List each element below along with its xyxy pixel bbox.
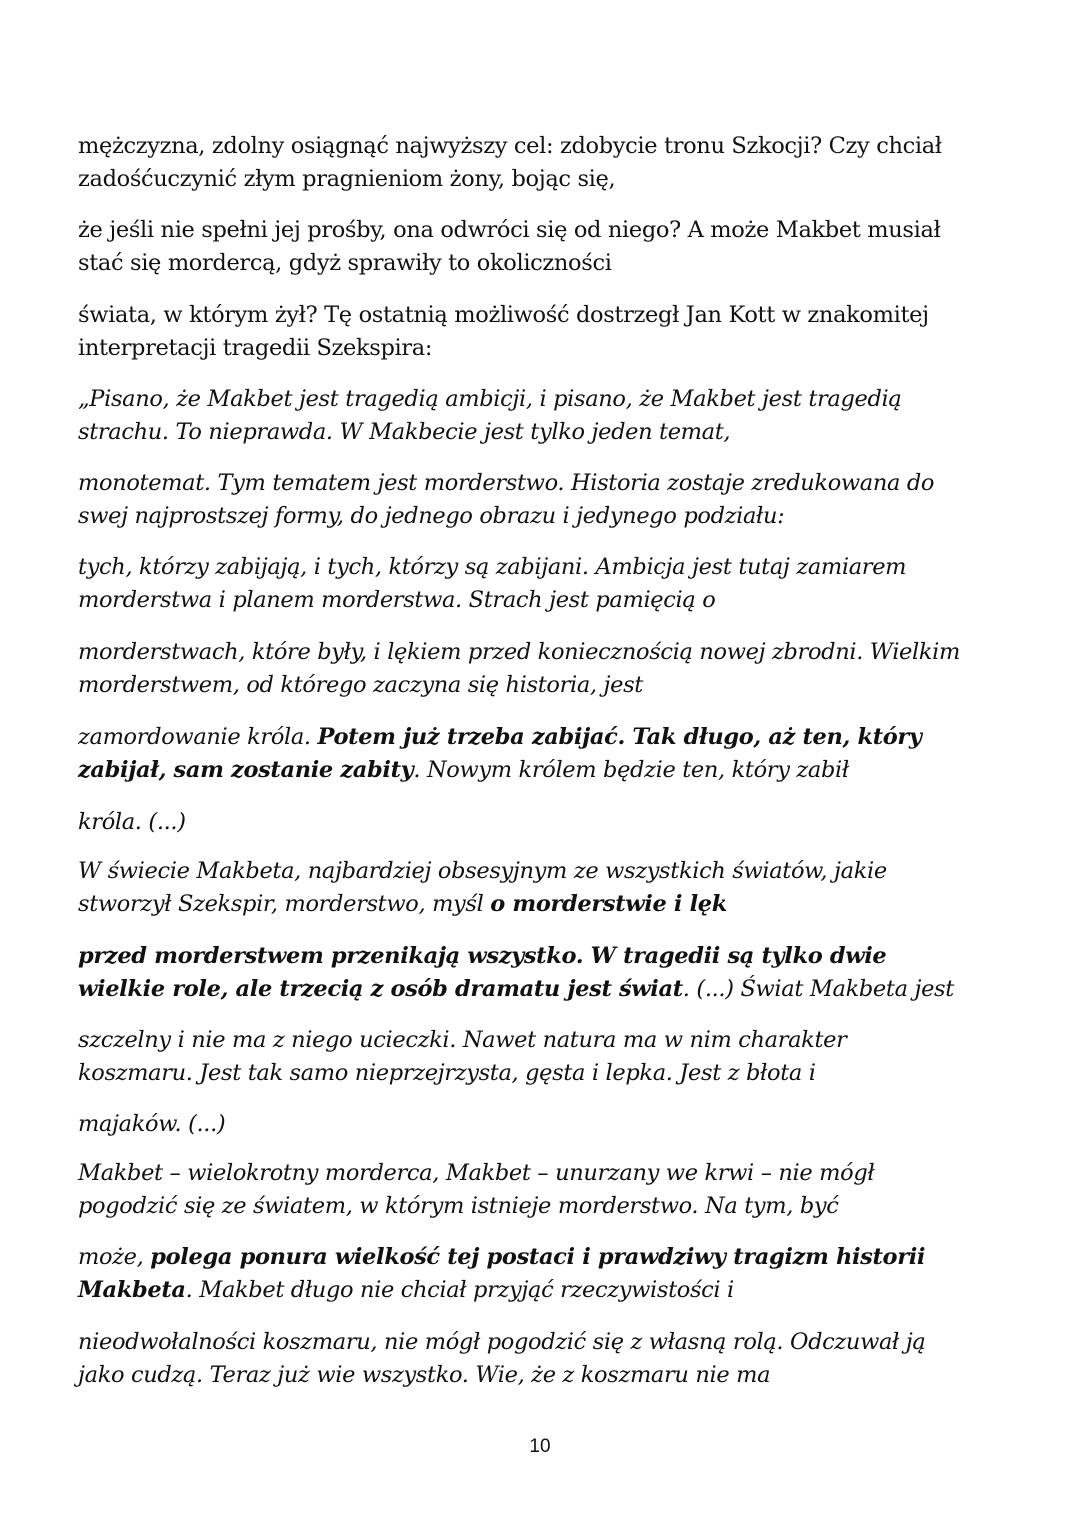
text-run: interpretacji tragedii Szekspira:: [78, 335, 433, 361]
text-line: [78, 467, 1018, 500]
text-line: [78, 247, 1018, 280]
text-run: strachu. To nieprawda. W Makbecie jest tylko jeden temat,: [78, 419, 731, 445]
text-line: [78, 214, 1018, 247]
quote-paragraph: [78, 940, 1018, 1006]
text-run: morderstwem, od którego zaczyna się historia, jest: [78, 672, 643, 698]
text-line: [78, 1190, 1018, 1223]
text-run: . (...) Świat Makbeta jest: [682, 976, 954, 1002]
body-paragraph: [78, 214, 1018, 280]
quote-paragraph: [78, 1326, 1018, 1392]
emphasized-text: o morderstwie i lęk: [490, 891, 727, 917]
text-run: koszmaru. Jest tak samo nieprzejrzysta, gęsta i lepka. Jest z błota i: [78, 1060, 816, 1086]
text-run: tych, którzy zabijają, i tych, którzy są zabijani. Ambicja jest tutaj zamiarem: [78, 554, 907, 580]
text-run: króla. (...): [78, 809, 186, 835]
quote-paragraph: [78, 855, 1018, 921]
quote-paragraph: [78, 721, 1018, 787]
text-line: [78, 754, 1018, 787]
body-paragraph: [78, 130, 1018, 196]
text-run: stać się mordercą, gdyż sprawiły to okoliczności: [78, 250, 612, 276]
emphasized-text: przed morderstwem przenikają wszystko. W tragedii są tylko dwie: [78, 943, 887, 969]
quote-paragraph: [78, 1108, 1018, 1141]
text-line: [78, 1108, 1018, 1141]
text-run: stworzył Szekspir, morderstwo, myśl: [78, 891, 491, 917]
text-line: [78, 163, 1018, 196]
text-line: [78, 1274, 1018, 1307]
text-run: nieodwołalności koszmaru, nie mógł pogodzić się z własną rolą. Odczuwał ją: [78, 1329, 926, 1355]
text-run: majaków. (...): [78, 1111, 226, 1137]
text-line: [78, 130, 1018, 163]
text-run: . Makbet długo nie chciał przyjąć rzeczywistości i: [185, 1277, 734, 1303]
emphasized-text: Potem już trzeba zabijać. Tak długo, aż ten, który: [317, 724, 922, 750]
text-run: zadośćuczynić złym pragnieniom żony, bojąc się,: [78, 166, 616, 192]
text-run: że jeśli nie spełni jej prośby, ona odwróci się od niego? A może Makbet musiał: [78, 217, 941, 243]
text-run: mężczyzna, zdolny osiągnąć najwyższy cel: zdobycie tronu Szkocji? Czy chciał: [78, 133, 942, 159]
text-line: [78, 1024, 1018, 1057]
quote-paragraph: [78, 1157, 1018, 1223]
text-run: może,: [78, 1244, 151, 1270]
text-run: . Nowym królem będzie ten, który zabił: [413, 757, 849, 783]
text-line: [78, 416, 1018, 449]
text-line: [78, 1057, 1018, 1090]
text-line: [78, 806, 1018, 839]
text-line: [78, 383, 1018, 416]
text-run: morderstwa i planem morderstwa. Strach jest pamięcią o: [78, 587, 716, 613]
text-run: świata, w którym żył? Tę ostatnią możliwość dostrzegł Jan Kott w znakomitej: [78, 302, 929, 328]
body-paragraph: [78, 299, 1018, 365]
text-line: [78, 1359, 1018, 1392]
quote-paragraph: [78, 1241, 1018, 1307]
text-run: szczelny i nie ma z niego ucieczki. Nawet natura ma w nim charakter: [78, 1027, 847, 1053]
text-run: zamordowanie króla.: [78, 724, 318, 750]
text-run: swej najprostszej formy, do jednego obrazu i jedynego podziału:: [78, 503, 785, 529]
quote-paragraph: [78, 806, 1018, 839]
emphasized-text: zabijał, sam zostanie zabity: [78, 757, 414, 783]
text-line: [78, 500, 1018, 533]
text-run: monotemat. Tym tematem jest morderstwo. Historia zostaje zredukowana do: [78, 470, 935, 496]
text-line: [78, 332, 1018, 365]
quote-paragraph: [78, 551, 1018, 617]
text-line: [78, 721, 1018, 754]
emphasized-text: wielkie role, ale trzecią z osób dramatu jest świat: [78, 976, 683, 1002]
text-line: [78, 940, 1018, 973]
text-line: [78, 973, 1018, 1006]
text-line: [78, 1157, 1018, 1190]
text-line: [78, 1326, 1018, 1359]
text-run: W świecie Makbeta, najbardziej obsesyjnym ze wszystkich światów, jakie: [78, 858, 887, 884]
quote-paragraph: [78, 1024, 1018, 1090]
text-run: morderstwach, które były, i lękiem przed koniecznością nowej zbrodni. Wielkim: [78, 639, 960, 665]
emphasized-text: polega ponura wielkość tej postaci i prawdziwy tragizm historii: [150, 1244, 926, 1270]
page-number: 10: [529, 1436, 551, 1457]
text-line: [78, 1241, 1018, 1274]
text-line: [78, 584, 1018, 617]
text-run: Makbet – wielokrotny morderca, Makbet – unurzany we krwi – nie mógł: [78, 1160, 875, 1186]
text-line: [78, 636, 1018, 669]
text-line: [78, 299, 1018, 332]
text-run: jako cudzą. Teraz już wie wszystko. Wie, że z koszmaru nie ma: [78, 1362, 771, 1388]
text-run: „Pisano, że Makbet jest tragedią ambicji, i pisano, że Makbet jest tragedią: [78, 386, 902, 412]
text-line: [78, 888, 1018, 921]
quote-paragraph: [78, 467, 1018, 533]
quote-paragraph: [78, 383, 1018, 449]
quote-paragraph: [78, 636, 1018, 702]
text-line: [78, 669, 1018, 702]
text-line: [78, 551, 1018, 584]
text-run: pogodzić się ze światem, w którym istnieje morderstwo. Na tym, być: [78, 1193, 839, 1219]
text-line: [78, 855, 1018, 888]
emphasized-text: Makbeta: [78, 1277, 186, 1303]
